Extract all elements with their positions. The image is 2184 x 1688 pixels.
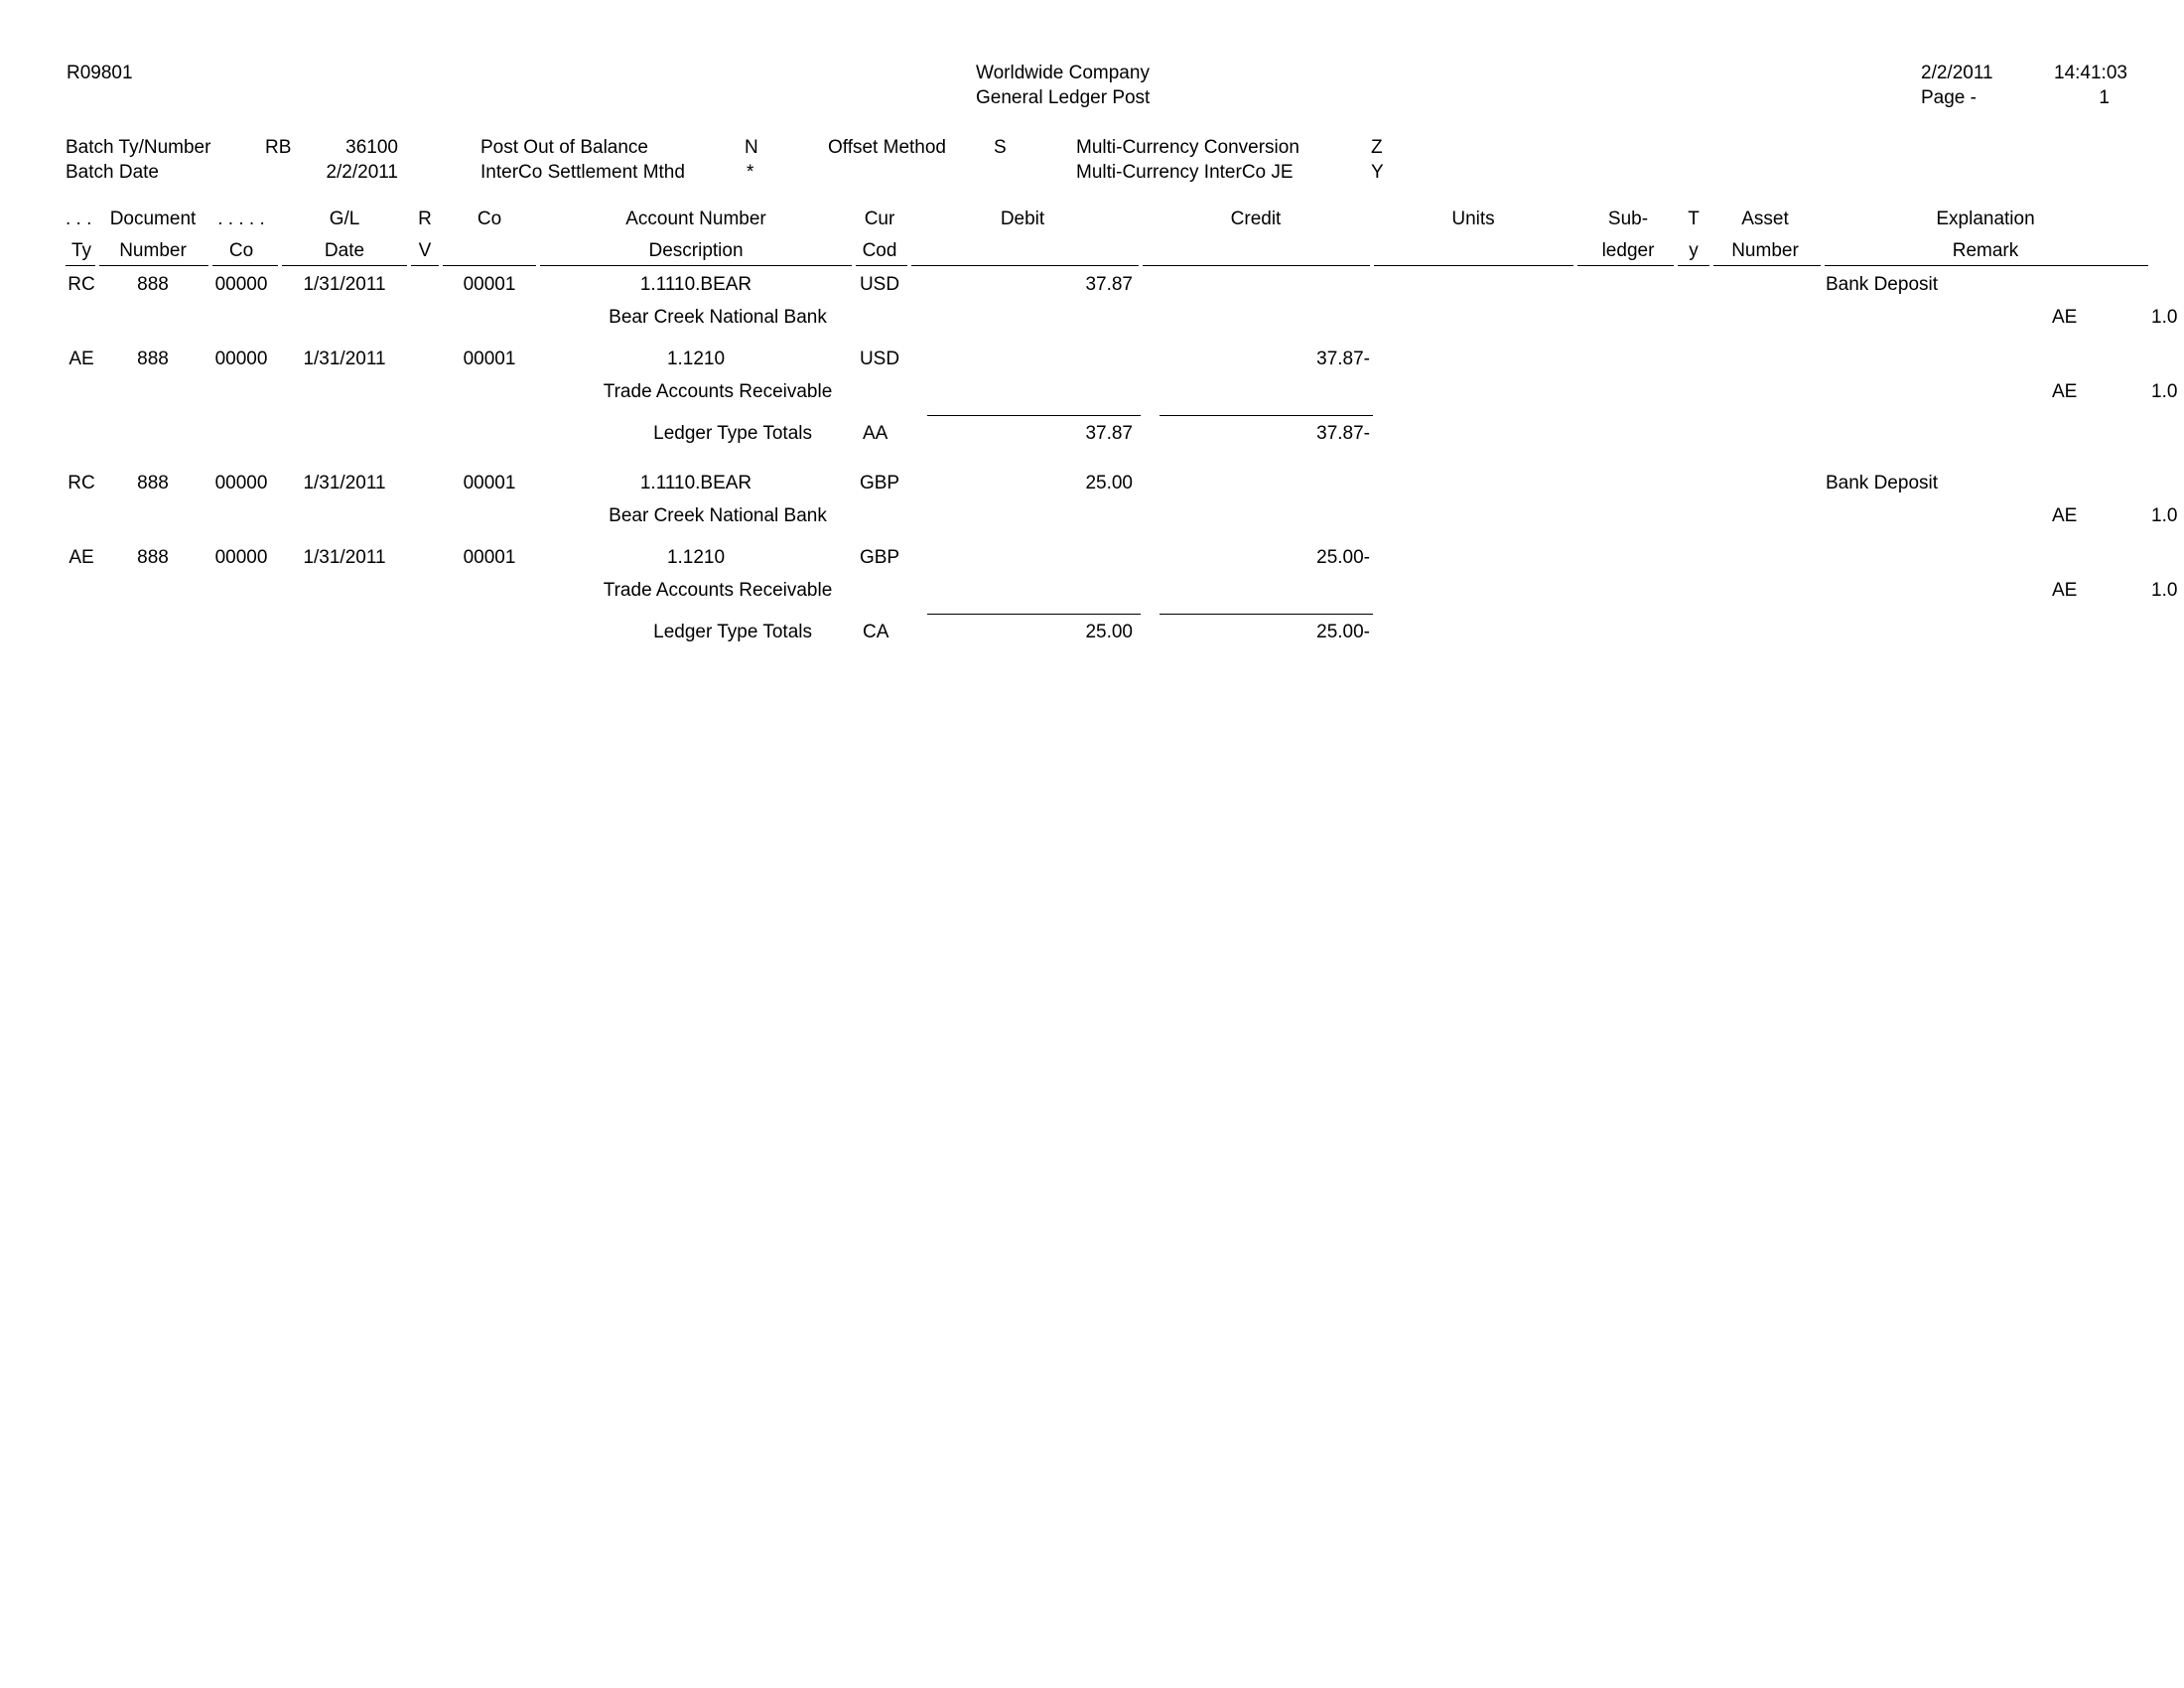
col-asset-top: Asset (1741, 209, 1789, 229)
col-co1-top: . . . . . (217, 209, 265, 229)
col-co1: Co (228, 240, 254, 261)
entry-description: Bear Creek National Bank (609, 307, 827, 328)
report-time: 14:41:03 (2054, 63, 2127, 83)
totals-rule-credit (1160, 415, 1373, 416)
header-underline (856, 265, 907, 266)
header-underline (1678, 265, 1709, 266)
entry-account: 1.1110.BEAR (639, 473, 752, 493)
header-underline (411, 265, 439, 266)
multi-currency-conversion-label: Multi-Currency Conversion (1076, 137, 1299, 158)
offset-method-value: S (994, 137, 1007, 158)
entry-doc-number: 888 (137, 473, 169, 493)
header-underline (282, 265, 407, 266)
entry-co: 00000 (214, 349, 268, 369)
entry-co2: 00001 (463, 547, 516, 568)
totals-rule-debit (927, 614, 1141, 615)
entry-currency: USD (859, 349, 900, 369)
entry-co2: 00001 (463, 349, 516, 369)
header-underline (99, 265, 208, 266)
col-subledger-top: Sub- (1607, 209, 1649, 229)
entry-doc-number: 888 (137, 547, 169, 568)
entry-description: Bear Creek National Bank (609, 505, 827, 526)
entry-account: 1.1110.BEAR (639, 274, 752, 295)
page-label: Page - (1921, 87, 1977, 108)
col-cur: Cod (862, 240, 897, 261)
entry-ledger-type: AE (2052, 580, 2078, 601)
totals-credit: 37.87- (1316, 423, 1370, 444)
entry-doc-number: 888 (137, 349, 169, 369)
col-account-top: Account Number (625, 209, 766, 229)
col-ty: Ty (70, 240, 92, 261)
entry-debit: 25.00 (1085, 473, 1133, 493)
entry-currency: GBP (859, 473, 900, 493)
entry-currency: USD (859, 274, 900, 295)
header-underline (66, 265, 95, 266)
interco-settlement-value: * (747, 162, 754, 183)
entry-co2: 00001 (463, 274, 516, 295)
entry-ty: AE (68, 349, 94, 369)
col-gl: Date (324, 240, 365, 261)
totals-debit: 37.87 (1085, 423, 1133, 444)
report-title: General Ledger Post (976, 87, 1151, 108)
entry-rate: 1.0 (2151, 381, 2178, 402)
col-rv: V (418, 240, 432, 261)
post-out-of-balance-value: N (745, 137, 758, 158)
multi-currency-interco-label: Multi-Currency InterCo JE (1076, 162, 1294, 183)
col-doc-top: Document (109, 209, 197, 229)
totals-label: Ledger Type Totals (653, 423, 812, 444)
entry-co2: 00001 (463, 473, 516, 493)
col-explanation-top: Explanation (1936, 209, 2035, 229)
header-underline (1143, 265, 1370, 266)
batch-ty-number-label: Batch Ty/Number (66, 137, 211, 158)
col-units: Units (1451, 209, 1495, 229)
header-underline (1577, 265, 1674, 266)
entry-rate: 1.0 (2151, 307, 2178, 328)
col-gl-top: G/L (329, 209, 360, 229)
entry-ledger-type: AE (2052, 307, 2078, 328)
entry-credit: 37.87- (1316, 349, 1370, 369)
batch-type: RB (265, 137, 292, 158)
report-id: R09801 (67, 63, 133, 83)
header-underline (443, 265, 536, 266)
entry-ledger-type: AE (2052, 505, 2078, 526)
entry-ty: RC (68, 274, 95, 295)
totals-rule-credit (1160, 614, 1373, 615)
entry-description: Trade Accounts Receivable (603, 580, 833, 601)
offset-method-label: Offset Method (828, 137, 946, 158)
entry-account: 1.1210 (666, 349, 726, 369)
entry-rate: 1.0 (2151, 580, 2178, 601)
multi-currency-conversion-value: Z (1371, 137, 1383, 158)
header-underline (540, 265, 852, 266)
col-t: y (1689, 240, 1699, 261)
entry-doc-number: 888 (137, 274, 169, 295)
col-t-top: T (1688, 209, 1700, 229)
col-credit: Credit (1230, 209, 1282, 229)
col-rv-top: R (418, 209, 432, 229)
entry-account: 1.1210 (666, 547, 726, 568)
col-account: Description (648, 240, 744, 261)
col-subledger: ledger (1601, 240, 1655, 261)
col-co2: Co (477, 209, 502, 229)
totals-debit: 25.00 (1085, 622, 1133, 642)
totals-rule-debit (927, 415, 1141, 416)
entry-currency: GBP (859, 547, 900, 568)
entry-rate: 1.0 (2151, 505, 2178, 526)
entry-gl-date: 1/31/2011 (303, 473, 386, 493)
batch-date-label: Batch Date (66, 162, 159, 183)
report-date: 2/2/2011 (1921, 63, 1993, 83)
entry-credit: 25.00- (1316, 547, 1370, 568)
batch-number: 36100 (345, 137, 398, 158)
entry-co: 00000 (214, 473, 268, 493)
post-out-of-balance-label: Post Out of Balance (480, 137, 648, 158)
entry-ty: RC (68, 473, 95, 493)
entry-gl-date: 1/31/2011 (303, 547, 386, 568)
header-underline (1825, 265, 2148, 266)
entry-ledger-type: AE (2052, 381, 2078, 402)
col-asset: Number (1731, 240, 1799, 261)
company-name: Worldwide Company (976, 63, 1150, 83)
col-ty-top: . . . (66, 209, 92, 229)
header-underline (212, 265, 278, 266)
multi-currency-interco-value: Y (1371, 162, 1384, 183)
entry-gl-date: 1/31/2011 (303, 274, 386, 295)
totals-label: Ledger Type Totals (653, 622, 812, 642)
entry-ty: AE (68, 547, 94, 568)
totals-ledger-type: CA (863, 622, 889, 642)
header-underline (911, 265, 1139, 266)
entry-description: Trade Accounts Receivable (603, 381, 833, 402)
entry-gl-date: 1/31/2011 (303, 349, 386, 369)
col-cur-top: Cur (864, 209, 895, 229)
col-debit: Debit (1000, 209, 1045, 229)
batch-date: 2/2/2011 (326, 162, 398, 183)
col-doc: Number (119, 240, 187, 261)
entry-co: 00000 (214, 274, 268, 295)
page-number: 1 (2099, 87, 2110, 108)
totals-ledger-type: AA (863, 423, 888, 444)
entry-debit: 37.87 (1085, 274, 1133, 295)
entry-explanation: Bank Deposit (1826, 473, 1939, 493)
entry-explanation: Bank Deposit (1826, 274, 1939, 295)
totals-credit: 25.00- (1316, 622, 1370, 642)
col-explanation: Remark (1952, 240, 2019, 261)
interco-settlement-label: InterCo Settlement Mthd (480, 162, 685, 183)
header-underline (1374, 265, 1573, 266)
entry-co: 00000 (214, 547, 268, 568)
header-underline (1713, 265, 1821, 266)
